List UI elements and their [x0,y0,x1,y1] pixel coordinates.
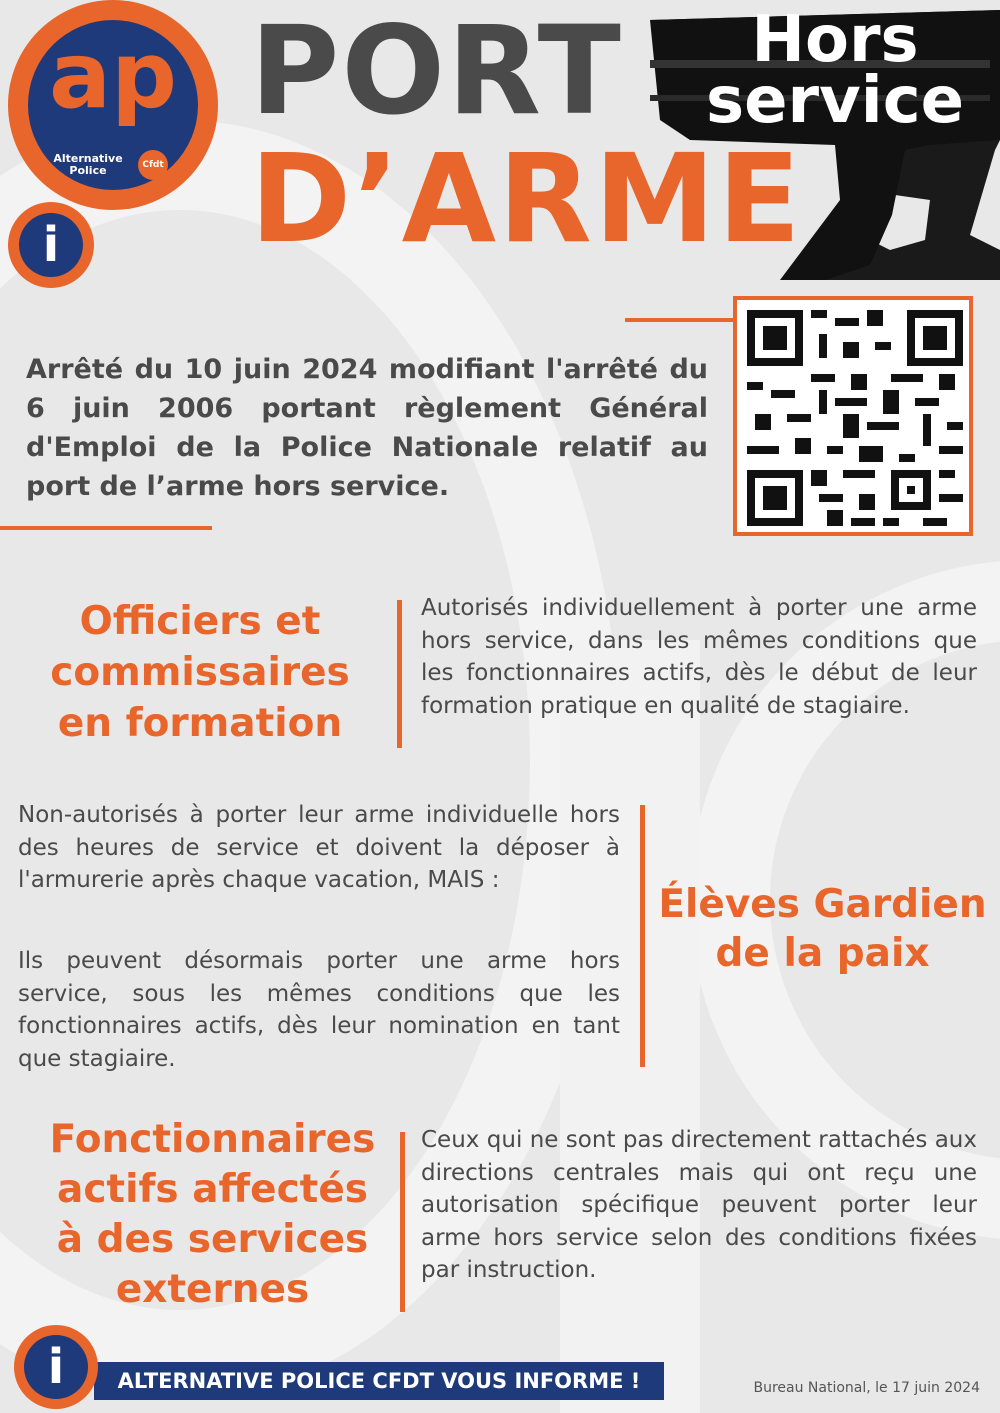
section-eleves-title [650,880,995,978]
title-line: Élèves Gardien [658,882,987,927]
title-line: Officiers et [79,599,321,644]
title-line: externes [115,1267,310,1312]
footer-info-icon-disc: i [24,1335,88,1399]
section-fonctionnaires-divider [400,1132,405,1312]
logo-name-line1: Alternative [53,152,123,165]
logo-cfdt-badge: Cfdt [138,150,168,180]
title-line: de la paix [715,931,930,976]
title-line1: PORT [250,0,623,142]
section-fonctionnaires-title [30,1115,395,1315]
info-icon [8,202,94,288]
badge-line1: Hors [751,3,919,77]
section-eleves-text2: Ils peuvent désormais porter une arme hors service, sous les mêmes conditions que les fonctionnaires actifs, dès leur nomination en tant que stagiaire. [18,948,620,1072]
title-line: Fonctionnaires [49,1117,376,1162]
footer-info-icon [14,1325,98,1409]
qr-code [747,310,963,526]
section-officiers-title [20,596,380,749]
title-line: à des services [56,1217,369,1262]
title-line2: D’ARME [250,128,803,270]
title-line: commissaires [50,650,350,695]
section-officiers-text: Autorisés individuellement à porter une arme hors service, dans les mêmes conditions que les fonctionnaires actifs, dès le début de leur formation pratique en qualité de stagiaire. [421,595,977,719]
logo-letters: ap [49,22,177,129]
title-line: actifs affectés [57,1167,368,1212]
section-officiers-divider [397,600,402,748]
logo [0,0,230,230]
intro-text: Arrêté du 10 juin 2024 modifiant l'arrêté du 6 juin 2006 portant règlement Général d'Emploi de la Police Nationale relatif au port de l’arme hors service. [26,354,708,502]
hors-service-badge [690,3,980,138]
title-line: en formation [57,701,343,746]
footer-banner: ALTERNATIVE POLICE CFDT VOUS INFORME ! [94,1362,664,1400]
qr-code-frame [733,296,973,536]
section-fonctionnaires-text: Ceux qui ne sont pas directement rattachés aux directions centrales mais qui ont reçu une autorisation spécifique peuvent porter leur arme hors service selon des conditions fixées par instruction. [421,1127,977,1283]
section-eleves-divider [640,805,645,1067]
section-eleves-text1: Non-autorisés à porter leur arme individuelle hors des heures de service et doivent la déposer à l'armurerie après chaque vacation, MAIS : [18,802,620,893]
badge-line2: service [705,63,965,138]
qr-connector-line [625,318,735,322]
footer-date: Bureau National, le 17 juin 2024 [753,1380,980,1396]
logo-name-line2: Police [69,164,107,177]
info-icon-disc: i [19,213,83,277]
intro-underline [0,526,212,530]
